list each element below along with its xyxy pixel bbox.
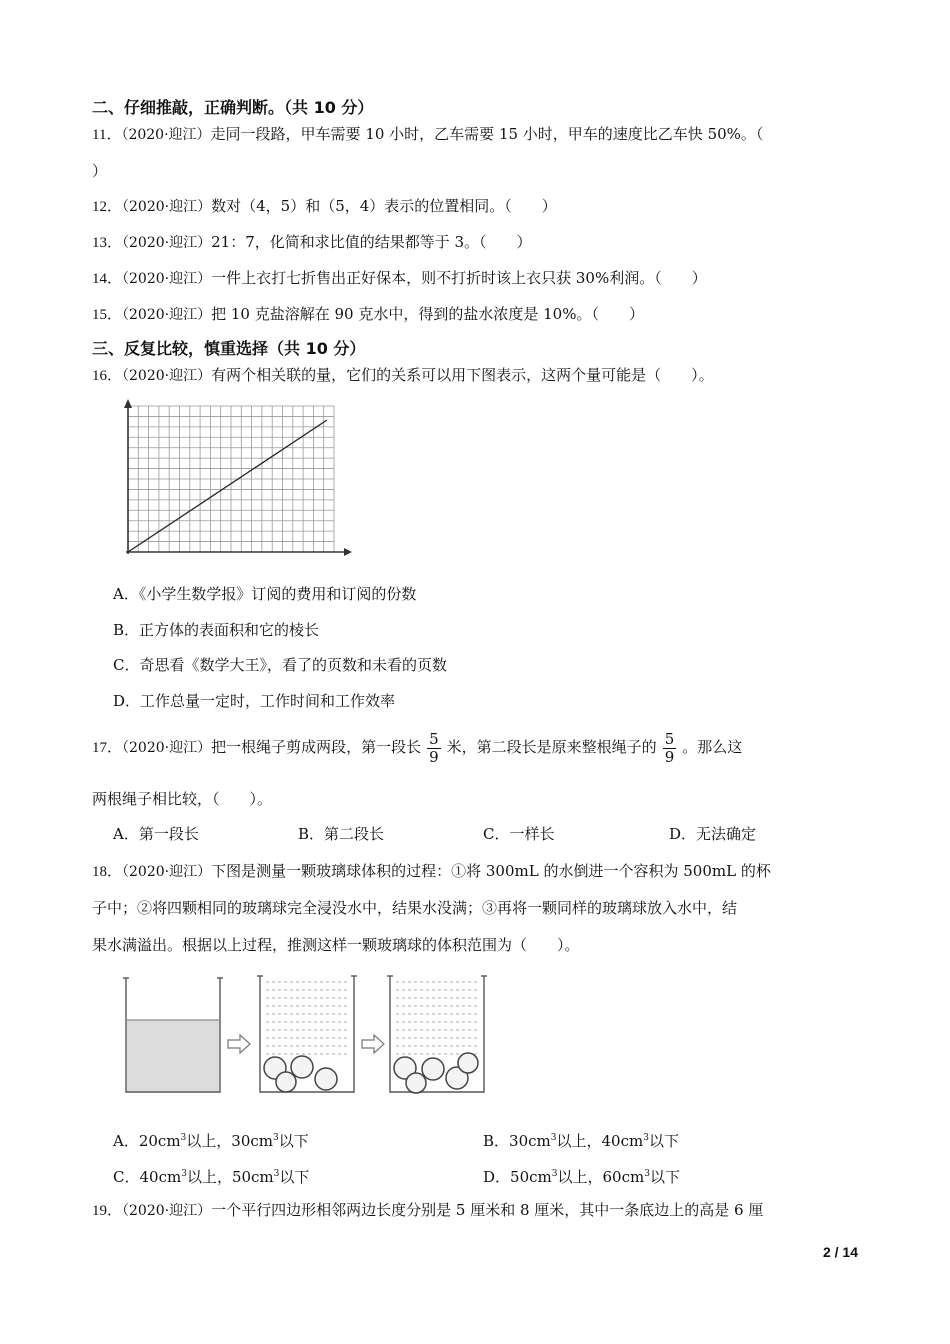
denominator: 9 <box>664 747 675 766</box>
beaker-1-water <box>127 1020 219 1091</box>
question-source: （2020·迎江） <box>122 740 212 756</box>
question-text: 走同一段路，甲车需要 10 小时，乙车需要 15 小时，甲车的速度比乙车快 50%。（ <box>210 125 764 143</box>
superscript: 3 <box>273 1133 279 1143</box>
option-c <box>113 1163 309 1188</box>
option-text: D．50cm <box>483 1168 552 1186</box>
section-2-heading: 二、仔细推敲，正确判断。（共 10 分） <box>92 98 374 117</box>
question-19 <box>92 1199 763 1222</box>
question-source: （2020·迎江） <box>122 368 212 384</box>
question-11-line2: ） <box>92 162 108 180</box>
page-number: 2 / 14 <box>822 1244 858 1260</box>
question-text: 米，第二段长是原来整根绳子的 <box>446 738 657 756</box>
question-17-line2: 两根绳子相比较，（ ）。 <box>92 790 273 808</box>
question-text: 21：7，化简和求比值的结果都等于 3。（ ） <box>211 233 532 251</box>
question-source: （2020·迎江） <box>122 199 212 215</box>
arrow-right-icon <box>362 1035 384 1053</box>
question-text: 。那么这 <box>682 738 743 756</box>
numerator: 5 <box>664 729 675 748</box>
beaker-illustration <box>118 968 490 1100</box>
option-text: A．20cm <box>113 1132 181 1150</box>
question-source: （2020·迎江） <box>122 1203 212 1219</box>
superscript: 3 <box>273 1169 280 1179</box>
fraction-five-ninths <box>427 731 441 766</box>
question-15 <box>92 303 644 326</box>
beaker-2-glass-balls <box>264 1056 337 1092</box>
question-source: （2020·迎江） <box>121 127 211 143</box>
option-b: B．第二段长 <box>298 825 385 843</box>
question-13 <box>92 231 532 254</box>
option-d: D．无法确定 <box>669 825 757 843</box>
section-3-heading: 三、反复比较，慎重选择（共 10 分） <box>92 339 366 358</box>
superscript: 3 <box>550 1133 557 1143</box>
question-number: 12． <box>92 199 123 215</box>
question-text: 数对（4，5）和（5，4）表示的位置相同。（ ） <box>211 197 557 215</box>
question-number: 13． <box>92 235 123 251</box>
superscript: 3 <box>644 1169 650 1179</box>
denominator: 9 <box>429 747 439 766</box>
option-text: 以上，60cm <box>557 1168 645 1186</box>
superscript: 3 <box>643 1133 649 1143</box>
beaker-2-water <box>266 982 348 1054</box>
question-number: 18． <box>92 864 123 880</box>
beaker-3-glass-balls <box>394 1053 478 1093</box>
option-text: 以下 <box>278 1132 309 1150</box>
question-source: （2020·迎江） <box>122 271 212 287</box>
question-source: （2020·迎江） <box>122 864 212 880</box>
numerator: 5 <box>429 729 439 748</box>
graph-line <box>128 420 327 552</box>
option-text: C．40cm <box>113 1168 182 1186</box>
option-text: 以下 <box>649 1168 680 1186</box>
option-text: 以上，50cm <box>186 1168 274 1186</box>
beaker-3-water <box>396 982 478 1054</box>
question-text: 把 10 克盐溶解在 90 克水中，得到的盐水浓度是 10%。（ ） <box>211 305 644 323</box>
question-text: 一个平行四边形相邻两边长度分别是 5 厘米和 8 厘米，其中一条底边上的高是 6 厘 <box>211 1201 764 1219</box>
question-11 <box>92 123 763 146</box>
question-text: 下图是测量一颗玻璃球体积的过程：①将 300mL 的水倒进一个容积为 500mL 的杯 <box>211 862 771 880</box>
option-text: B．30cm <box>483 1132 551 1150</box>
option-text: 以下 <box>279 1168 310 1186</box>
question-17 <box>92 727 742 768</box>
question-source: （2020·迎江） <box>122 235 212 251</box>
option-b <box>483 1127 679 1152</box>
question-number: 16． <box>92 368 123 384</box>
option-d <box>483 1163 680 1188</box>
proportion-graph <box>112 396 357 562</box>
question-number: 14． <box>92 271 123 287</box>
option-text: 以上，30cm <box>186 1132 273 1150</box>
question-18 <box>92 860 771 883</box>
option-a: A．第一段长 <box>113 825 199 843</box>
superscript: 3 <box>551 1169 558 1179</box>
question-18-line2: 子中；②将四颗相同的玻璃球完全浸没水中，结果水没满；③再将一颗同样的玻璃球放入水中，结 <box>92 899 738 917</box>
question-number: 17． <box>92 740 123 756</box>
option-a: A．《小学生数学报》订阅的费用和订阅的份数 <box>113 585 417 603</box>
question-number: 11． <box>92 127 122 143</box>
fraction-five-ninths <box>663 731 677 766</box>
y-axis-arrow <box>124 399 132 408</box>
option-text: 以上，40cm <box>556 1132 644 1150</box>
option-a <box>113 1127 309 1152</box>
option-b: B．正方体的表面积和它的棱长 <box>113 621 320 639</box>
question-number: 19． <box>92 1203 123 1219</box>
arrow-right-icon <box>228 1035 250 1053</box>
question-text: 有两个相关联的量，它们的关系可以用下图表示，这两个量可能是（ ）。 <box>211 366 714 384</box>
option-c: C．一样长 <box>483 825 555 843</box>
question-16 <box>92 364 714 387</box>
question-18-line3: 果水满溢出。根据以上过程，推测这样一颗玻璃球的体积范围为（ ）。 <box>92 936 580 954</box>
superscript: 3 <box>181 1169 187 1179</box>
superscript: 3 <box>180 1133 187 1143</box>
question-source: （2020·迎江） <box>122 307 212 323</box>
graph-grid <box>128 406 334 552</box>
question-14 <box>92 267 707 290</box>
question-text: 一件上衣打七折售出正好保本，则不打折时该上衣只获 30%利润。（ ） <box>211 269 707 287</box>
x-axis-arrow <box>344 548 352 556</box>
question-number: 15． <box>92 307 123 323</box>
question-text: 把一根绳子剪成两段，第一段长 <box>211 738 422 756</box>
question-12 <box>92 195 557 218</box>
option-d: D．工作总量一定时，工作时间和工作效率 <box>113 692 396 710</box>
option-text: 以下 <box>648 1132 679 1150</box>
option-c: C．奇思看《数学大王》，看了的页数和未看的页数 <box>113 656 447 674</box>
